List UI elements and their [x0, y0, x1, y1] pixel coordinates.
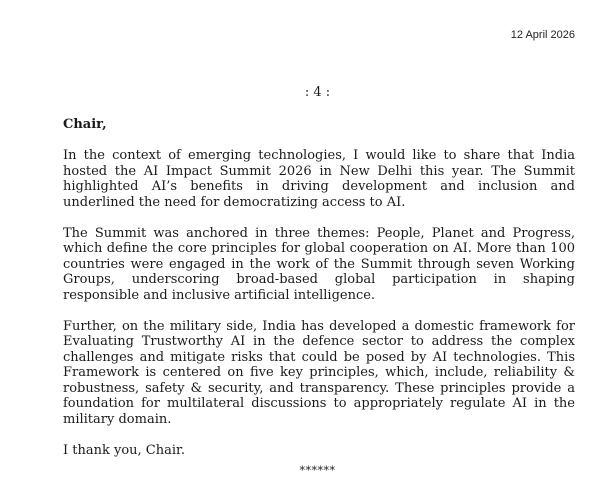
page-number: : 4 :	[304, 85, 331, 100]
paragraph-emerging-technologies: In the context of emerging technologies, I would like to share that India hosted the AI Impact Summit 2026 in New Delhi this year. The Summit highlighted AI’s benefits in driving development and inclusion and underlined the need for democratizing access to AI.	[63, 148, 575, 210]
paragraph-military-framework: Further, on the military side, India has developed a domestic framework for Evaluating Trustworthy AI in the defence sector to address the complex challenges and mitigate risks that could be posed by AI technologies. This Framework is centered on five key principles, which, include, reliability & robustness, safety & security, and transparency. These principles provide a foundation for multilateral discussions to appropriately regulate AI in the military domain.	[63, 318, 575, 427]
statement-body	[63, 117, 575, 474]
closing-line: I thank you, Chair.	[63, 442, 185, 458]
document-date: 12 April 2026	[510, 29, 575, 41]
paragraph-summit-themes: The Summit was anchored in three themes: People, Planet and Progress, which define the core principles for global cooperation on AI. More than 100 countries were engaged in the work of the Summit through seven Working Groups, underscoring broad-based global participation in shaping responsible and inclusive artificial intelligence.	[63, 225, 575, 303]
end-of-document-mark: ******	[299, 464, 336, 477]
salutation: Chair,	[63, 117, 107, 132]
